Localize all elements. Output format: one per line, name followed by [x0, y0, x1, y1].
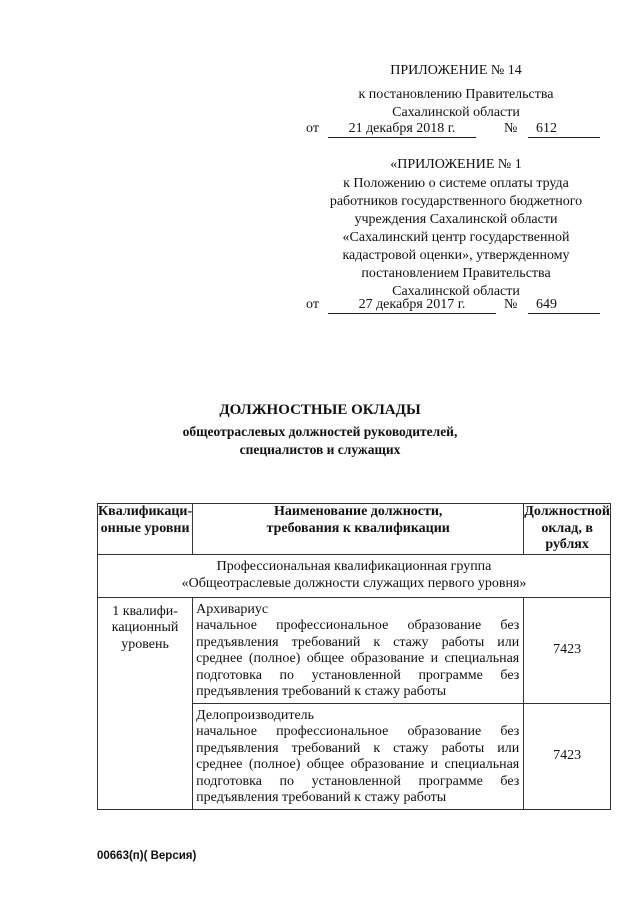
group-row	[98, 554, 611, 597]
qualification-level-cell: 1 квалифи- кационный уровень	[98, 597, 193, 809]
appendix-14-block	[300, 62, 612, 80]
appendix-1-line: постановлением Правительства	[361, 266, 551, 281]
salary-cell: 7423	[524, 703, 611, 809]
header-qual-level: Квалификаци- онные уровни	[98, 504, 193, 555]
appendix-1-line: кадастровой оценки», утвержденному	[342, 248, 570, 263]
doc-heading-main: ДОЛЖНОСТНЫЕ ОКЛАДЫ	[219, 402, 421, 418]
ot-label: от	[306, 121, 319, 136]
appendix-1-line: «Сахалинский центр государственной	[342, 230, 570, 245]
appendix-14-line2: Сахалинской области	[392, 105, 520, 120]
appendix-14-line1: к постановлению Правительства	[358, 87, 554, 102]
number-label: №	[504, 121, 518, 136]
document-footer-code: 00663(п)( Версия)	[97, 850, 197, 862]
salary-cell: 7423	[524, 597, 611, 703]
appendix-1-title: «ПРИЛОЖЕНИЕ № 1	[390, 157, 522, 172]
appendix-1-date-row	[306, 297, 606, 317]
appendix-14-date-row	[306, 121, 606, 141]
position-cell	[193, 703, 524, 809]
appendix-1-line: Сахалинской области	[392, 284, 520, 299]
salary-table	[97, 503, 611, 810]
appendix-1-block	[300, 156, 612, 174]
position-cell	[193, 597, 524, 703]
position-name: Делопроизводитель	[196, 707, 315, 723]
appendix-1-line: учреждения Сахалинской области	[354, 212, 558, 227]
table-header-row	[98, 504, 611, 555]
header-position: Наименование должности, требования к квалификации	[193, 504, 524, 555]
group-title: Профессиональная квалификационная группа «Общеотраслевые должности служащих первого уровня»	[98, 554, 611, 597]
appendix-14-number: 612	[528, 121, 600, 138]
header-salary: Должностной оклад, в рублях	[524, 504, 610, 552]
appendix-1-date: 27 декабря 2017 г.	[328, 297, 496, 314]
position-requirements: начальное профессиональное образование без предъявления требований к стажу работы или среднее (полное) общее образование и специальная подготовка по установленной программе без предъявления требований к стажу работы	[196, 618, 520, 699]
appendix-1-number: 649	[528, 297, 600, 314]
ot-label: от	[306, 297, 319, 312]
position-requirements: начальное профессиональное образование без предъявления требований к стажу работы или среднее (полное) общее образование и специальная подготовка по установленной программе без предъявления требований к стажу работы	[196, 724, 520, 805]
doc-heading-sub2: специалистов и служащих	[239, 442, 401, 457]
number-label: №	[504, 297, 518, 312]
appendix-14-subtitle	[300, 86, 612, 122]
appendix-1-line: работников государственного бюджетного	[329, 194, 583, 209]
appendix-1-line: к Положению о системе оплаты труда	[343, 176, 569, 191]
table-row	[98, 597, 611, 703]
appendix-14-date: 21 декабря 2018 г.	[328, 121, 476, 138]
appendix-1-lines	[300, 175, 612, 301]
appendix-14-title: ПРИЛОЖЕНИЕ № 14	[390, 63, 522, 78]
doc-heading-sub1: общеотраслевых должностей руководителей,	[182, 424, 458, 439]
position-name: Архивариус	[196, 601, 269, 617]
